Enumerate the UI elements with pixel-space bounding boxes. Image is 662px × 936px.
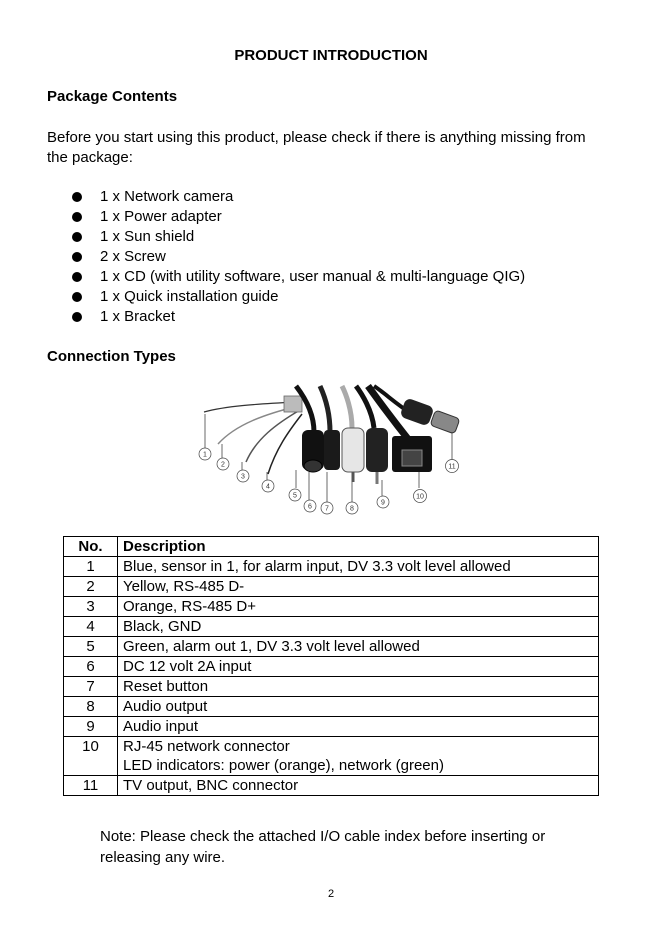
list-item: 1 x Bracket — [47, 307, 525, 327]
table-row: 7 Reset button — [64, 677, 599, 697]
package-contents-heading: Package Contents — [47, 88, 178, 105]
table-header-row — [64, 537, 599, 557]
bullet-icon — [72, 212, 82, 222]
callout-label: 8 — [350, 505, 354, 513]
bullet-icon — [72, 252, 82, 262]
list-item: 1 x Network camera — [47, 187, 525, 207]
package-list — [47, 187, 525, 327]
list-item: 1 x Power adapter — [47, 207, 525, 227]
table-row: 11 TV output, BNC connector — [64, 776, 599, 796]
callout-label: 1 — [203, 451, 207, 459]
table-row: 8 Audio output — [64, 697, 599, 717]
callout-label: 11 — [448, 463, 456, 471]
connection-table — [63, 536, 599, 796]
column-header-description: Description — [118, 537, 599, 557]
table-row: 4 Black, GND — [64, 617, 599, 637]
callout-label: 10 — [416, 493, 424, 501]
bullet-icon — [72, 232, 82, 242]
list-item: 1 x CD (with utility software, user manual & multi-language QIG) — [47, 267, 525, 287]
callout-label: 7 — [325, 505, 329, 513]
note-text: Note: Please check the attached I/O cable index before inserting or releasing any wire. — [100, 828, 546, 866]
page-number: 2 — [327, 888, 335, 900]
callout-label: 9 — [381, 499, 385, 507]
table-row: 5 Green, alarm out 1, DV 3.3 volt level allowed — [64, 637, 599, 657]
package-intro: Before you start using this product, please check if there is anything missing from the package: — [47, 129, 586, 166]
list-item: 1 x Sun shield — [47, 227, 525, 247]
list-item: 1 x Quick installation guide — [47, 287, 525, 307]
column-header-no: No. — [64, 537, 118, 557]
callout-label: 2 — [221, 461, 225, 469]
callout-label: 6 — [308, 503, 312, 511]
callout-label: 5 — [293, 492, 297, 500]
bullet-icon — [72, 272, 82, 282]
table-row: 1 Blue, sensor in 1, for alarm input, DV 3.3 volt level allowed — [64, 557, 599, 577]
list-item: 2 x Screw — [47, 247, 525, 267]
bullet-icon — [72, 312, 82, 322]
bullet-icon — [72, 192, 82, 202]
callout-label: 4 — [266, 483, 270, 491]
table-row: 10 RJ-45 network connector LED indicators: power (orange), network (green) — [64, 737, 599, 776]
callout-label: 3 — [241, 473, 245, 481]
io-cable-diagram — [196, 384, 466, 516]
bullet-icon — [72, 292, 82, 302]
table-row: 9 Audio input — [64, 717, 599, 737]
connection-types-heading: Connection Types — [47, 348, 176, 365]
page-title: PRODUCT INTRODUCTION — [234, 47, 428, 64]
table-row: 2 Yellow, RS-485 D- — [64, 577, 599, 597]
table-row: 3 Orange, RS-485 D+ — [64, 597, 599, 617]
table-row: 6 DC 12 volt 2A input — [64, 657, 599, 677]
